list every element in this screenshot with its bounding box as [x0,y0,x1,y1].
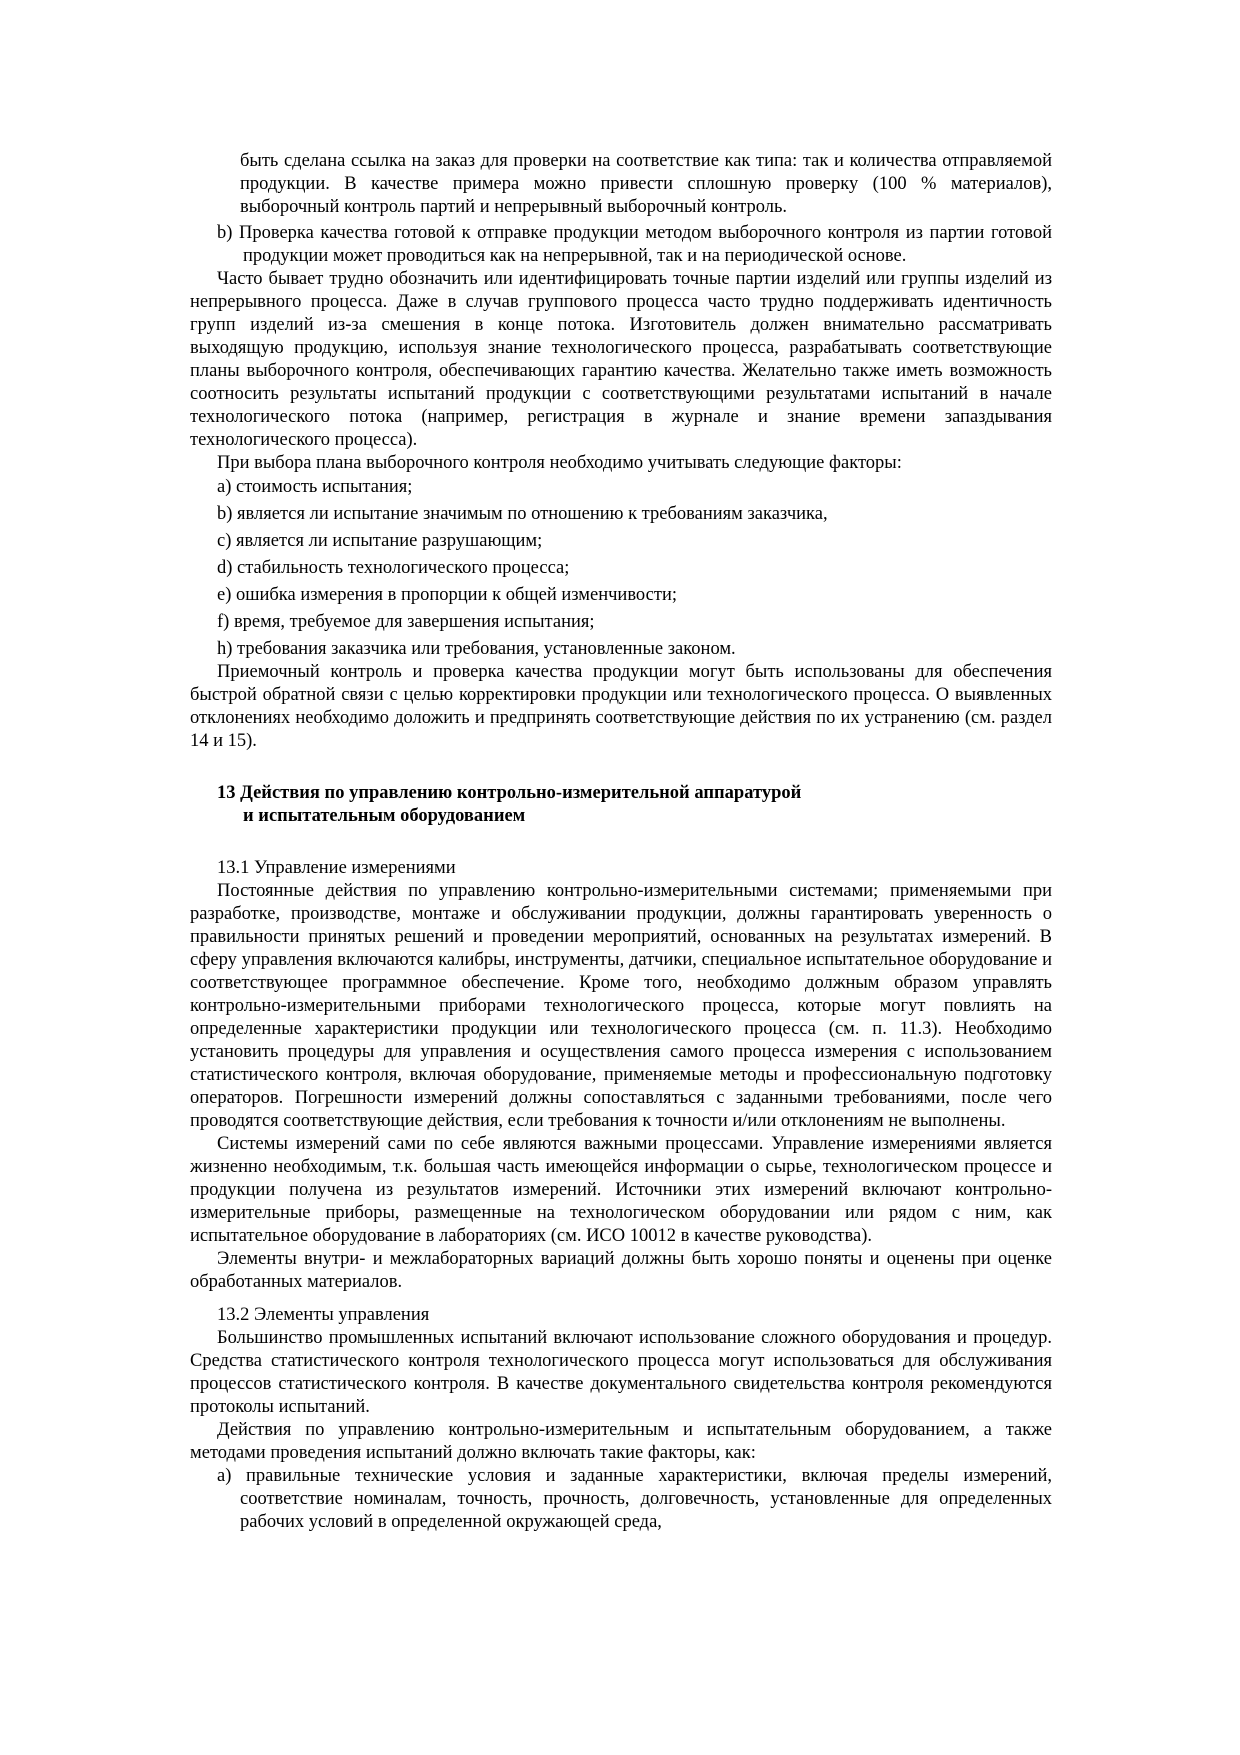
list-item: f) время, требуемое для завершения испытания; [217,612,595,632]
list-item: d) стабильность технологического процесса; [217,558,570,578]
paragraph-measurement-control: Постоянные действия по управлению контрольно-измерительными системами; применяемыми при разработке, производстве, монтаже и обслуживании продукции, должны гарантировать уверенность о правильности принятых решений и проведении мероприятий, основанных на результатах измерений. В сферу управления включаются калибры, инструменты, датчики, специальное испытательное оборудование и соответствующее программное обеспечение. Кроме того, необходимо должным образом управлять контрольно-измерительными приборами технологического процесса, которые могут повлиять на определенные характеристики продукции или технологического процесса (см. п. 11.3). Необходимо установить процедуры для управления и осуществления самого процесса измерения с использованием статистического контроля, включая оборудование, применяемые методы и профессиональную подготовку операторов. Погрешности измерений должны сопоставляться с заданными требованиями, после чего проводятся соответствующие действия, если требования к точности и/или отклонениям не выполнены. [190,881,1052,1131]
factors-list [190,476,1052,661]
list-item: h) требования заказчика или требования, установленные законом. [217,639,736,659]
subsection-heading-13-1: 13.1 Управление измерениями [217,858,456,878]
list-item-b-inspection: b) Проверка качества готовой к отправке продукции методом выборочного контроля из партии готовой продукции может проводиться как на непрерывной, так и на периодической основе. [217,223,1052,266]
list-item-a-specifications: a) правильные технические условия и заданные характеристики, включая пределы измерений, соответствие номиналам, точность, прочность, долговечность, установленные для определенных рабочих условий в определенной окружающей среда, [217,1466,1052,1532]
paragraph-equipment-actions: Действия по управлению контрольно-измерительным и испытательным оборудованием, а также методами проведения испытаний должно включать такие факторы, как: [190,1420,1052,1463]
paragraph-industrial-tests: Большинство промышленных испытаний включают использование сложного оборудования и процедур. Средства статистического контроля технологического процесса могут использоваться для обслуживания процессов статистического контроля. В качестве документального свидетельства контроля рекомендуются протоколы испытаний. [190,1328,1052,1417]
subsection-heading-13-2: 13.2 Элементы управления [217,1305,430,1325]
paragraph-continuous-process: Часто бывает трудно обозначить или идентифицировать точные партии изделий или группы изделий из непрерывного процесса. Даже в случав группового процесса часто трудно поддерживать идентичность групп изделий из-за смешения в конце потока. Изготовитель должен внимательно рассматривать выходящую продукцию, используя знание технологического процесса, разрабатывать соответствующие планы выборочного контроля, обеспечивающих гарантию качества. Желательно также иметь возможность соотносить результаты испытаний продукции с соответствующими результатами испытаний в начале технологического потока (например, регистрация в журнале и знание времени запаздывания технологического процесса). [190,269,1052,450]
paragraph-continuation: быть сделана ссылка на заказ для проверки на соответствие как типа: так и количества отправляемой продукции. В качестве примера можно привести сплошную проверку (100 % материалов), выборочный контроль партий и непрерывный выборочный контроль. [240,151,1052,217]
paragraph-lab-variations: Элементы внутри- и межлабораторных вариаций должны быть хорошо поняты и оценены при оценке обработанных материалов. [190,1249,1052,1292]
list-item: e) ошибка измерения в пропорции к общей изменчивости; [217,585,677,605]
section-heading-13: 13 Действия по управлению контрольно-измерительной аппаратурой и испытательным оборудованием [217,783,802,826]
list-item: c) является ли испытание разрушающим; [217,531,543,551]
paragraph-sampling-plan: При выбора плана выборочного контроля необходимо учитывать следующие факторы: [217,453,902,473]
paragraph-acceptance-control: Приемочный контроль и проверка качества продукции могут быть использованы для обеспечения быстрой обратной связи с целью корректировки продукции или технологического процесса. О выявленных отклонениях необходимо доложить и предпринять соответствующие действия по их устранению (см. раздел 14 и 15). [190,662,1052,751]
list-item: a) стоимость испытания; [217,477,413,497]
paragraph-measurement-systems: Системы измерений сами по себе являются важными процессами. Управление измерениями является жизненно необходимым, т.к. большая часть имеющейся информации о сырье, технологическом процессе и продукции получена из результатов измерений. Источники этих измерений включают контрольно-измерительные приборы, размещенные на технологическом оборудовании или рядом с ним, как испытательное оборудование в лабораториях (см. ИСО 10012 в качестве руководства). [190,1134,1052,1246]
list-item: b) является ли испытание значимым по отношению к требованиям заказчика, [217,504,828,524]
document-page [190,150,1052,1534]
